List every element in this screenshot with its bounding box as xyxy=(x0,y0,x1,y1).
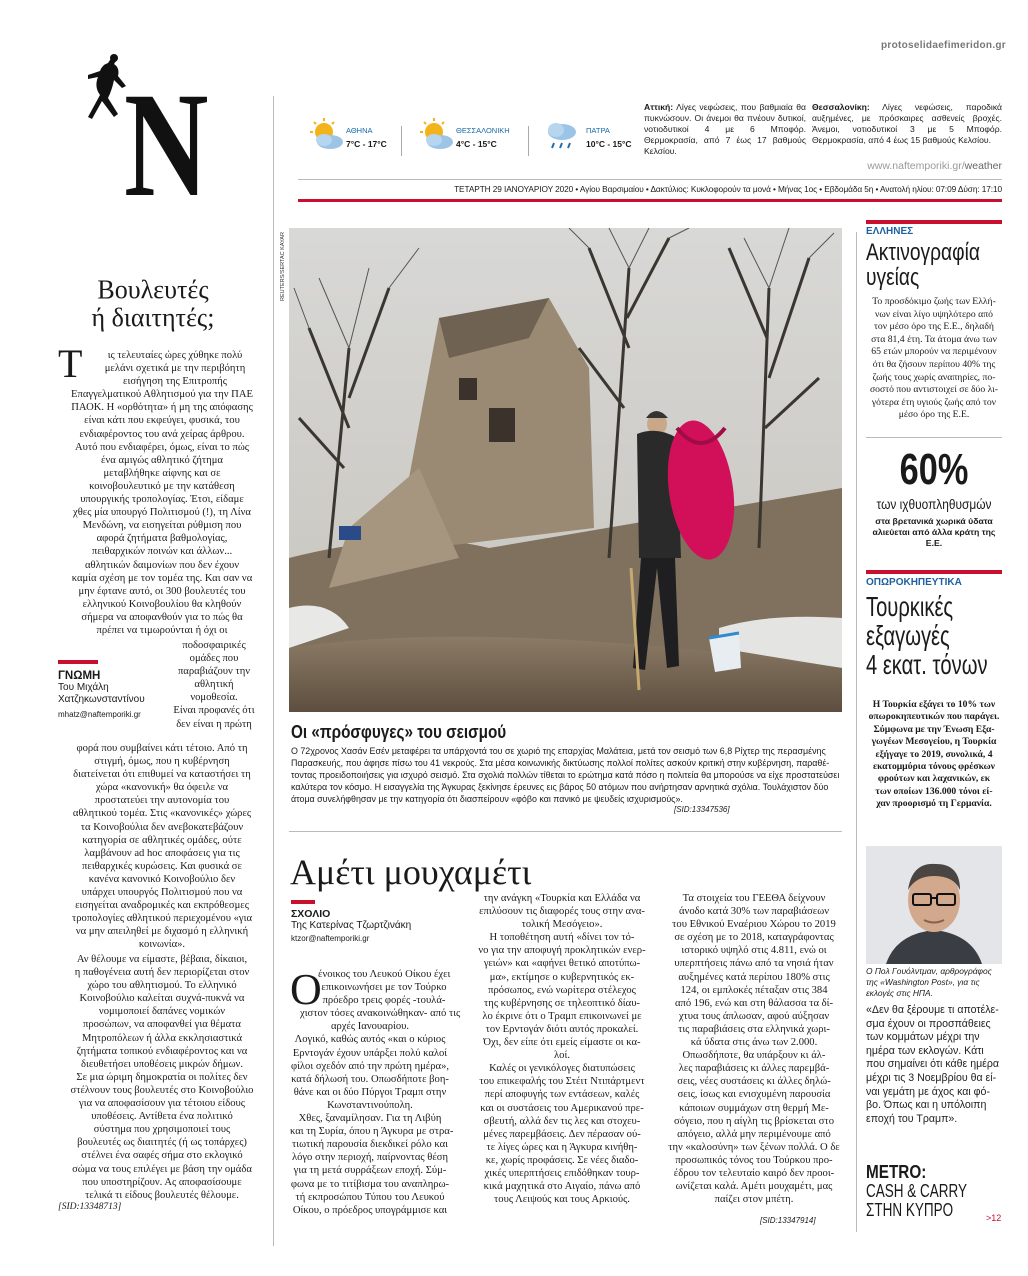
weather-thess-label: Θεσσαλονίκη: xyxy=(812,102,870,112)
text-line: τιωτική παρουσία διεκδικεί ρόλο και xyxy=(291,1139,449,1151)
text-line: σοστό που αντιστοιχεί σε δύο λι- xyxy=(869,384,999,396)
photo-caption xyxy=(291,745,843,805)
text-line: ις τελευταίες ώρες χύθηκε πολύ xyxy=(107,350,243,361)
text-line: άνοδο κατά 30% των παραβιάσεων xyxy=(678,906,829,918)
text-line: μέχρι τις 3 Νοεμβρίου θα εί- xyxy=(866,1071,997,1084)
text-line: καμία σχέση με τον τομέα της. Και σαν να xyxy=(71,572,253,584)
text-line: ποδοσφαιρικές xyxy=(182,640,246,651)
portrait-photo xyxy=(866,846,1002,964)
text-line: Τα στοιχεία του ΓΕΕΘΑ δείχνουν xyxy=(682,893,826,904)
text-line: οπωροκηπευτικών που παράγει. xyxy=(868,711,1000,723)
text-line: προσωπικός τόνος του Τούρκου προ- xyxy=(675,1154,833,1166)
s2-title-line1: Τουρκικές xyxy=(866,591,954,622)
text-line: γότερα έτη υγιούς ζωής από τον xyxy=(871,396,997,408)
weather-attiki-label: Αττική: xyxy=(644,102,674,112)
comment-column-2 xyxy=(474,892,650,1206)
dateline: ΤΕΤΑΡΤΗ 29 ΙΑΝΟΥΑΡΙΟΥ 2020 • Αγίου Βαρσιμαίου • Δακτύλιος: Κυκλοφορούν τα μονά • Μήνας 1ος • Εβδομάδα 5η • Ανατολή ηλίου: 07:09 Δύση: 17:10 xyxy=(454,184,1002,194)
text-line: τις παραβιάσεις στα ελληνικά χωρι- xyxy=(678,1023,830,1035)
weather-url-main: www.naftemporiki.gr/ xyxy=(867,160,965,172)
text-line: έδρου τον τελευταίο καιρό δεν προοι- xyxy=(673,1167,835,1179)
quote xyxy=(866,1004,1002,1126)
text-line: χιστον τόσες ανακοινώθηκαν- από τις xyxy=(300,1008,461,1020)
section-rule xyxy=(289,831,842,832)
text-line: μα», εκτίμησε ο κυβερνητικός εκ- xyxy=(489,971,635,983)
text-line: ιστορικό υψηλό στις 4.811, ενώ οι xyxy=(681,945,827,957)
text-line: Αν θέλουμε να είμαστε, βέβαια, δίκαιοι, xyxy=(76,954,248,965)
weather-divider xyxy=(401,126,402,156)
byline-author-2: Χατζηκωνσταντίνου xyxy=(58,694,145,705)
text-line: νων είναι λίγο υψηλότερο από xyxy=(875,308,993,320)
text-line: σόγειο, που η αίγλη τις βρίσκεται στο xyxy=(674,1115,834,1127)
text-line: εισήγηση της Επιτροπής xyxy=(123,376,227,388)
text-line: Η Τουρκία εξάγει το 10% των xyxy=(872,699,996,710)
opinion-title-line1: Βουλευτές xyxy=(97,275,209,304)
text-line: διατείνεται ότι επιθυμεί να καταστήσει τη xyxy=(73,769,251,781)
weather-attiki xyxy=(644,102,806,157)
weather-strip xyxy=(298,100,1004,180)
text-line: κοινωνία». xyxy=(138,939,186,951)
s1-title-line1: Ακτινογραφία xyxy=(866,239,980,266)
byline-red-rule xyxy=(58,660,98,664)
city-name: ΘΕΣΣΑΛΟΝΙΚΗ xyxy=(456,126,510,135)
text-line: ζωής τους χωρίς αναπηρίες, πο- xyxy=(872,371,996,383)
text-line: υπερπτήσεις πάνω από τα νησιά ήταν xyxy=(674,958,834,970)
comment-dropcap: Ο xyxy=(290,965,322,1014)
text-line: να μην απειληθεί με διχασμό η ελληνική xyxy=(75,926,249,938)
text-line: μένες παρεμβάσεις. Δεν πέρασαν ού- xyxy=(483,1128,641,1140)
opinion-sid: [SID:13348713] xyxy=(58,1202,122,1212)
text-line: η παθογένεια αυτή δεν περιορίζεται στον xyxy=(74,967,250,979)
stat-sub-line1: στα βρετανικά χωρικά ύδατα xyxy=(875,516,993,526)
text-line: κάποιων συμμάχων στη θερμή Με- xyxy=(679,1102,829,1114)
column-divider xyxy=(273,96,274,1246)
weather-url-sub: weather xyxy=(964,160,1002,172)
stat-sub-line2: αλιεύεται από άλλα κράτη της Ε.Ε. xyxy=(872,527,996,548)
text-line: φίλοι σχεδόν από την πρώτη ημέρα», xyxy=(290,1060,450,1072)
weather-thessaloniki xyxy=(812,102,1002,146)
text-line: ελληνικού Κοινοβουλίου θα κληθούν xyxy=(82,598,242,610)
weather-attiki-text: Λίγες νεφώσεις, που βαθμιαία θα πυκνώσουν. Οι άνεμοι θα πνέουν δυτικοί, νοτιοδυτικοί 4 με 6 Μποφόρ. Θερμοκρασία, από 7 έως 17 βαθμούς Κελσίου. xyxy=(644,102,806,156)
text-line: φρούτων και λαχανικών, εκ xyxy=(877,773,991,785)
text-line: των οποίων 136.000 τόνοι εί- xyxy=(875,785,993,797)
photo-headline: Οι «πρόσφυγες» του σεισμού xyxy=(291,722,507,742)
text-line: σήμερα να αποφανθούν για το πώς θα xyxy=(81,611,243,623)
text-line: βουλευτές ως διαιτητές (ή ως τοπάρχες) xyxy=(77,1137,247,1149)
main-photo xyxy=(289,228,842,712)
masthead-logo xyxy=(74,48,214,228)
text-line: στέλνουν τους βουλευτές στο Κοινοβούλιο xyxy=(70,1084,254,1096)
text-line: Κοινοβούλιο καλείται συχνά-πυκνά να xyxy=(79,993,245,1005)
text-line: χώρο του αθλητισμού. Το ελληνικό xyxy=(87,980,237,992)
stat-label: των ιχθυοπληθυσμών xyxy=(876,496,992,512)
text-line: εκλογές στις ΗΠΑ. xyxy=(866,988,933,998)
weather-city xyxy=(542,118,642,168)
text-line: πειθαρχικών ποινών και άλλων... xyxy=(91,546,233,558)
text-line: χικές υπερπτήσεις επιδόθηκαν τουρ- xyxy=(484,1167,640,1179)
text-line: μην έφτανε αυτό, οι 300 βουλευτές του xyxy=(78,585,246,597)
text-line: Οπωσδήποτε, θα υπάρξουν κι άλ- xyxy=(682,1050,826,1062)
text-line: νο για την αποφυγή προκλητικών ενερ- xyxy=(478,945,646,957)
stat-sub xyxy=(866,516,1002,549)
text-line: των κομμάτων μέχρι την xyxy=(866,1031,980,1044)
text-line: Καλές οι γενικόλογες διατυπώσεις xyxy=(489,1063,635,1075)
opinion-byline xyxy=(58,670,162,719)
text-line: σώμα να τους επιλέγει με βάση την ομάδα xyxy=(72,1163,252,1175)
text-line: τελικά τι είδους βουλευτές θέλουμε. xyxy=(85,1189,239,1201)
weather-url[interactable] xyxy=(867,160,1002,172)
text-line: νομοθεσία. xyxy=(190,692,238,704)
byline-author-1: Του Μιχάλη xyxy=(58,682,109,693)
text-line: ημέρα των εκλογών. Κάτι xyxy=(866,1044,984,1057)
text-line: «Δεν θα ξέρουμε τι αποτέλε- xyxy=(866,1004,999,1016)
dateline-red-rule xyxy=(298,199,1002,202)
text-line: τροπολογίες αθλητικού περιεχομένου «για xyxy=(72,913,252,925)
weather-thess-text: Λίγες νεφώσεις, παροδικά αυξημένες, με πρόσκαιρες ασθενείς βροχές. Άνεμοι, νοτιοδυτικοί 3 με 5 Μποφόρ. Θερμοκρασία, από 4 έως 15 βαθμούς Κελσίου. xyxy=(812,102,1002,145)
text-line: του επικεφαλής του Στέιτ Ντιπάρτμεντ xyxy=(479,1076,645,1088)
text-line: Αυτό που ενδιαφέρει, όμως, είναι το πώς xyxy=(74,441,249,453)
s1-kicker: ΕΛΛΗΝΕΣ xyxy=(866,226,914,237)
weather-rule xyxy=(298,179,1002,180)
text-line: τον μέσο όρο της Ε.Ε., δηλαδή xyxy=(873,321,994,333)
text-line: την «καλοσύνη» των ξένων πολλά. Ο δε xyxy=(668,1141,840,1153)
text-line: γωγέων Μεσογείου, η Τουρκία xyxy=(871,736,997,748)
text-line: τή εκπροσώπου Τύπου του Λευκού xyxy=(295,1191,445,1203)
text-line: απόγειο, αλλά μην περιμένουμε από xyxy=(677,1128,831,1140)
city-temp: 4°C - 15°C xyxy=(456,139,497,149)
city-name: ΑΘΗΝΑ xyxy=(346,126,373,135)
masthead-letter: N xyxy=(124,62,209,228)
text-line: την ανάγκη «Τουρκία και Ελλάδα να xyxy=(483,893,641,904)
text-line: χώρα «κανονική» θα όφειλε να xyxy=(95,782,229,794)
text-line: Το προσδόκιμο ζωής των Ελλή- xyxy=(872,296,996,307)
text-line: φορά που συμβαίνει κάτι τέτοιο. Από τη xyxy=(76,743,248,754)
site-watermark: protoselidaefimeridon.gr xyxy=(881,40,1006,51)
text-line: διευθετήσει υποθέσεις μικρών δήμων. xyxy=(81,1058,243,1070)
text-line: φωνα με το τιτίβισμα του αναπληρω- xyxy=(290,1178,450,1190)
text-line: αφορά ζητήματα βαθμολογίας, xyxy=(96,533,228,545)
text-line: χτυα τους άπλωσαν, αφού αύξησαν xyxy=(678,1010,830,1022)
text-line: και οι συστάσεις του Αμερικανού πρε- xyxy=(480,1102,644,1114)
text-line: Μητροπόλεων ή άλλα εκκλησιαστικά xyxy=(81,1032,243,1044)
text-line: σεις, ίσως και ενισχυμένη παρουσία xyxy=(677,1089,831,1101)
text-line: νομιμοποιεί δαπάνες νομικών xyxy=(98,1006,226,1018)
text-line: σμα έχουν οι προσπάθειες xyxy=(866,1017,991,1030)
text-line: αθλητική xyxy=(194,679,234,691)
text-line: Ο 72χρονος Χασάν Εσέν μεταφέρει τα υπάρχοντά του σε χωριό της επαρχίας Μαλάτεια, μετά τον σεισμό των 6,8 Ρίχτερ της περασμένης xyxy=(291,746,826,756)
text-line: εποχή του Τραμπ». xyxy=(866,1112,958,1125)
text-line: για τη μετά συρράξεων εποχή. Σύμ- xyxy=(293,1165,447,1177)
text-line: τολική Μεσόγειο». xyxy=(521,919,603,931)
text-line: είναι κάτι που εκφεύγει, φυσικά, του xyxy=(84,415,240,427)
s2-title xyxy=(866,591,988,680)
text-line: ΠΑΟΚ. Η «ορθότητα» ή μη της απόφασης xyxy=(71,402,253,414)
metro-line3: ΣΤΗΝ ΚΥΠΡΟ xyxy=(866,1200,954,1220)
earthquake-village-photo xyxy=(289,228,842,712)
s1-title xyxy=(866,240,978,290)
text-line: υποθέσεις. Αντίθετα ένα πολιτικό xyxy=(91,1111,233,1123)
text-line: αυξημένες κατά περίπου 180% στις xyxy=(678,971,830,983)
text-line: κά ύδατα στις άνω των 2.000. xyxy=(690,1037,818,1049)
text-line: Επαγγελματικού Αθλητισμού για την ΠΑΕ xyxy=(71,389,253,401)
opinion-dropcap: Τ xyxy=(58,341,83,386)
text-line: Η τοποθέτηση αυτή «δίνει τον τό- xyxy=(489,932,635,944)
city-name: ΠΑΤΡΑ xyxy=(586,126,610,135)
text-line: Οίκου, ο πρόεδρος υπογράμμισε και xyxy=(292,1204,448,1216)
text-line: Κωνσταντινούπολη. xyxy=(327,1099,413,1111)
text-line: τε λίγες ώρες και η Άγκυρα κινήθη- xyxy=(486,1141,638,1153)
text-line: Παρασκευής, που άφησε πίσω του 41 νεκρούς. Στα μέσα κοινωνικής δικτύωσης πολλοί πολίτες ασκούν κριτική στην κυβέρνηση, παραθέ- xyxy=(291,758,830,768)
text-line: παίζει στον μπέτη. xyxy=(714,1194,794,1206)
text-line: της «Washington Post», για τις xyxy=(866,977,980,987)
text-line: κικά μαχητικά στο Αιγαίο, πάνω από xyxy=(483,1181,641,1193)
s2-kicker: ΟΠΩΡΟΚΗΠΕΥΤΙΚΑ xyxy=(866,577,962,588)
comment-sid: [SID:13347914] xyxy=(760,1216,816,1225)
text-line: επιλύσουν τις διαφορές τους στην ανα- xyxy=(479,906,645,918)
text-line: προσώπων, να αποφανθεί για θέματα xyxy=(83,1019,241,1031)
column-divider xyxy=(856,232,857,1232)
text-line: για να αποφασίσουν για τέτοιου είδους xyxy=(79,1098,245,1110)
text-line: τους Λειψούς και τους Αρκιούς. xyxy=(494,1194,630,1206)
text-line: προστατεύει την αυτονομία του xyxy=(94,795,230,807)
text-line: που υποστηρίζουν. Ας αποφασίσουμε xyxy=(82,1176,242,1188)
text-line: ωνίζεται καλά. Αμέτι μουχαμέτι, μας xyxy=(675,1181,833,1193)
s1-rule xyxy=(866,437,1002,438)
portrait xyxy=(866,846,1002,964)
comment-column-3 xyxy=(666,892,842,1206)
text-line: υπάρχει υπουργός Πολιτισμού που να xyxy=(81,887,243,899)
sidebar-red-rule xyxy=(866,220,1002,224)
text-line: Λογικό, καθώς αυτός «και ο κύριος xyxy=(294,1034,446,1046)
comment-red-rule xyxy=(291,900,315,904)
text-line: Όχι, δεν είπε ότι εμείς είμαστε οι κα- xyxy=(483,1037,641,1049)
text-line: του Εθνικού Εναέριου Χώρου το 2019 xyxy=(672,919,836,931)
opinion-paragraph-1 xyxy=(56,349,268,637)
opinion-paragraph-3 xyxy=(56,953,268,1202)
text-line: πειθαρχικές κυρώσεις. Και φυσικά σε xyxy=(82,860,242,872)
byline-label: ΓΝΩΜΗ xyxy=(58,670,101,682)
text-line: κατά δήλωσή του. Οπωσδήποτε βοη- xyxy=(291,1073,449,1085)
city-temp: 10°C - 15°C xyxy=(586,139,632,149)
portrait-caption xyxy=(866,966,1002,999)
opinion-title-line2: ή διαιτητές; xyxy=(91,303,215,332)
text-line: ότι θα ζήσουν περίπου 40% της xyxy=(872,358,996,370)
text-line: τα Κοινοβούλια δεν ανεβοκατεβάζουν xyxy=(80,821,244,833)
s1-body xyxy=(866,296,1002,422)
text-line: Σε μια ώριμη δημοκρατία οι πολίτες δεν xyxy=(76,1071,248,1083)
text-line: ναι γεμάτη με άχος και φό- xyxy=(866,1085,990,1098)
text-line: περί αποφυγής των εντάσεων, καλές xyxy=(484,1089,640,1101)
comment-title: Αμέτι μουχαμέτι xyxy=(290,852,532,892)
s2-title-line3: 4 εκατ. τόνων xyxy=(866,649,988,680)
text-line: πρέπει να τιμωρούνται ή όχι οι xyxy=(96,624,228,636)
sun-cloud-icon xyxy=(306,118,346,154)
comment-label: ΣΧΟΛΙΟ xyxy=(291,908,331,920)
text-line: καλύτερα τον κόσμο. Η εισαγγελία της Άγκυρας ξεκίνησε έρευνες εις βάρος 50 ατόμων που ανήρτησαν αρνητικά σχόλια. Τουλάχιστον δύο xyxy=(291,782,829,792)
text-line: ένα αμιγώς αθλητικό ζήτημα xyxy=(101,454,223,466)
metro-promo[interactable] xyxy=(866,1163,1006,1220)
text-line: μελάνι σχετικά με την περιβόητη xyxy=(104,363,246,375)
text-line: Ο Πολ Γουόλντμαν, αρθρογράφος xyxy=(866,966,992,976)
text-line: κατηγορία σε αθλητικές ομάδες, ούτε xyxy=(82,834,242,846)
text-line: Είναι προφανές ότι xyxy=(173,705,255,717)
text-line: λοί. xyxy=(554,1050,570,1062)
weather-city xyxy=(416,118,526,168)
rain-cloud-icon xyxy=(542,118,582,154)
sun-cloud-icon xyxy=(416,118,456,154)
text-line: Χθες, ξαναμίλησαν. Για τη Λιβύη xyxy=(298,1113,442,1125)
comment-byline xyxy=(291,908,451,943)
metro-line2: CASH & CARRY xyxy=(866,1181,968,1201)
s2-red-rule xyxy=(866,570,1002,574)
text-line: υπουργικής τροπολογίας. Έτσι, είδαμε xyxy=(80,494,244,506)
metro-line1: METRO: xyxy=(866,1162,927,1182)
text-line: κοινοβουλευτικό με την κατάθεση xyxy=(89,480,235,492)
text-line: κε, χωρίς προφάσεις. Σε νέες διαδο- xyxy=(485,1154,639,1166)
text-line: ενδιαφέροντος του ανά χείρας άρθρου. xyxy=(79,428,245,440)
city-temp: 7°C - 17°C xyxy=(346,139,387,149)
text-line: 124, οι εμπλοκές πέταξαν στις 384 xyxy=(680,984,828,996)
text-line: επικοινωνήσει με τον Τούρκο xyxy=(321,982,447,994)
metro-page-ref[interactable]: >12 xyxy=(986,1213,1002,1223)
text-line: χθες μία υπουργό Πολιτισμού (!), τη Λίνα xyxy=(73,507,251,519)
text-line: σεις, νέες συστάσεις κι άλλες δηλώ- xyxy=(677,1076,831,1088)
text-line: εκατομμύρια τόνους φρέσκων xyxy=(873,761,995,773)
text-line: στα 81,4 έτη. Τα άτομα άνω των xyxy=(871,333,997,345)
text-line: από 196, ενώ και στη θάλασσα τα δί- xyxy=(674,997,834,1009)
text-line: πρόεδρο τρεις φορές -τουλά- xyxy=(322,995,446,1007)
text-line: άτομα συνελήφθησαν με την κατηγορία ότι διασπείρουν «φόβο και πανικό με ψευδείς ισχυρισμούς». xyxy=(291,794,683,804)
text-line: λόγο στην περιοχή, παίρνοντας θέση xyxy=(291,1152,449,1164)
text-line: εξήγαγε το 2019, συνολικά, 4 xyxy=(875,748,993,760)
opinion-title xyxy=(38,276,268,332)
text-line: Μενδώνη, να εισηγείται ρύθμιση που xyxy=(82,520,242,532)
text-line: πρόσωπος, ενώ νωρίτερα στέλεχος xyxy=(488,984,636,996)
text-line: τοντας προειδοποιήσεις για ισχυρό σεισμό. Στα σχολιά πολλών τίθεται το ερώτημα κατά πόσο η πολιτεία θα μπορούσε να είχε προστατεύσει xyxy=(291,770,840,780)
comment-column-1 xyxy=(290,965,461,1217)
text-line: δεν είναι η πρώτη xyxy=(176,718,252,730)
text-line: μεταβλήθηκε αίφνης και σε xyxy=(103,467,221,479)
photo-sid: [SID:13347536] xyxy=(674,805,730,814)
text-line: ζητήματα τοπικού ενδιαφέροντος και να xyxy=(76,1045,248,1057)
text-line: Ερντογάν έχουν υπάρξει πολύ καλοί xyxy=(292,1047,448,1059)
byline-email[interactable]: mhatz@naftemporiki.gr xyxy=(58,710,141,719)
text-line: χαν προορισμό τη Γερμανία. xyxy=(876,798,992,810)
stat-value: 60% xyxy=(899,445,969,494)
comment-author: Της Κατερίνας Τζωρτζινάκη xyxy=(291,920,412,931)
text-line: θάνε και οι δύο Πύργοι Τραμπ στην xyxy=(293,1086,447,1098)
opinion-paragraph-2 xyxy=(56,742,268,952)
text-line: στιγμή, όμως, που η κυβέρνηση xyxy=(94,756,230,768)
weather-divider xyxy=(528,126,529,156)
text-line: σβευτή, αλλά δεν τις λες και στοχευ- xyxy=(483,1115,641,1127)
s2-title-line2: εξαγωγές xyxy=(866,620,950,651)
text-line: σε σχέση με το 2018, καταγράφοντας xyxy=(674,932,834,944)
text-line: που σημαίνει ότι κάθε ημέρα xyxy=(866,1058,1000,1071)
comment-email[interactable]: ktzor@naftemporiki.gr xyxy=(291,934,370,943)
text-line: αθλητικών δαιμονίων που δεν έχουν xyxy=(84,559,240,571)
text-line: Σύμφωνα με την Ένωση Εξα- xyxy=(873,723,995,735)
text-line: και τη Συρία, όπου η Άγκυρα με στρα- xyxy=(290,1126,454,1138)
s2-body xyxy=(866,699,1002,811)
text-line: μέσο όρο της Ε.Ε. xyxy=(898,409,970,421)
text-line: κανένα κανονικό Κοινοβούλιο δεν xyxy=(88,873,236,885)
text-line: βο. Όπως και η υπόλοιπη xyxy=(866,1099,987,1112)
text-line: της κυβέρνησης σε τηλεοπτικό δίαυ- xyxy=(484,997,640,1009)
text-line: ένοικος του Λευκού Οίκου έχει xyxy=(318,969,451,980)
text-line: λο έκρινε ότι ο Τραμπ επικοινωνεί με xyxy=(482,1010,642,1022)
text-line: σύστημα που χρησιμοποιεί τους xyxy=(93,1124,231,1136)
text-line: παραβιάζουν την xyxy=(177,666,251,678)
text-line: ομάδες που xyxy=(189,653,239,665)
text-line: τον Ερντογάν διότι αυτός προκαλεί. xyxy=(485,1023,639,1035)
text-line: λες παραβιάσεις κι άλλες παρεμβά- xyxy=(678,1063,830,1075)
s1-title-line2: υγείας xyxy=(866,264,920,291)
text-line: λαμβάνουν ad hoc αποφάσεις για τις xyxy=(84,847,240,859)
text-line: αρχές Ιανουαρίου. xyxy=(330,1021,410,1033)
text-line: γειών» και «αφήνει θετικό αποτύπω- xyxy=(483,958,641,970)
text-line: 65 ετών μπορούν να περιμένουν xyxy=(871,346,997,358)
text-line: στέλνει ένα σαφές σήμα στο εκλογικό xyxy=(81,1150,243,1162)
opinion-paragraph-1-right xyxy=(160,639,268,731)
photo-credit: REUTERS/SERTAC KAYAR xyxy=(280,232,286,301)
weather-city xyxy=(306,118,398,168)
text-line: εισηγείται αναδρομικές και εκπρόθεσμες xyxy=(75,900,249,912)
text-line: αθλητικού τομέα. Στις «κανονικές» χώρες xyxy=(72,808,252,820)
